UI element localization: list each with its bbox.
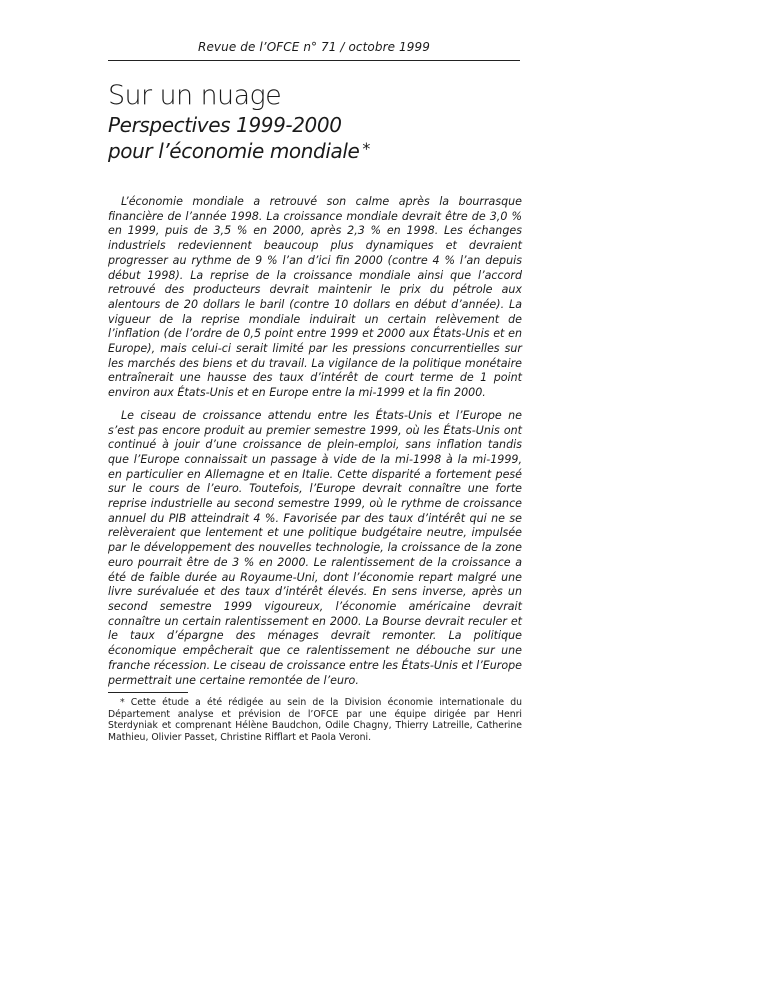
abstract-paragraph-1: L’économie mondiale a retrouvé son calme après la bourrasque financière de l’année 1998. La croissance mondiale devrait être de 3,0 % en 1999, puis de 3,5 % en 2000, après 2,3 % en 1998. Les échanges industriels redeviennent beaucoup plus dynamiques et devraient progresser au rythme de 9 % l’an d’ici fin 2000 (contre 4 % l’an depuis début 1998). La reprise de la croissance mondiale ainsi que l’accord retrouvé des producteurs devrait maintenir le prix du pétrole aux alentours de 20 dollars le baril (contre 10 dollars en début d’année). La vigueur de la reprise mondiale induirait un certain relèvement de l’inflation (de l’ordre de 0,5 point entre 1999 et 2000 aux États-Unis et en Europe), mais celui-ci serait limité par les pressions concurrentielles sur les marchés des biens et du travail. La vigilance de la politique monétaire entraînerait une hausse des taux d’intérêt de court terme de 1 point environ aux États-Unis et en Europe entre la mi-1999 et la fin 2000. [108,195,522,400]
subtitle-line-2 [108,137,370,163]
article-subtitle [108,114,370,163]
abstract [108,195,522,696]
running-header: Revue de l’OFCE n° 71 / octobre 1999 [198,40,430,54]
abstract-paragraph-2: Le ciseau de croissance attendu entre les États-Unis et l’Europe ne s’est pas encore produit au premier semestre 1999, où les États-Unis ont continué à jouir d’une croissance de plein-emploi, sans inflation tandis que l’Europe connaissait un passage à vide de la mi-1998 à la mi-1999, en particulier en Allemagne et en Italie. Cette disparité a fortement pesé sur le cours de l’euro. Toutefois, l’Europe devrait connaître une forte reprise industrielle au second semestre 1999, où le rythme de croissance annuel du PIB atteindrait 4 %. Favorisée par des taux d’intérêt qui ne se relèveraient que lentement et une politique budgétaire neutre, impulsée par le développement des nouvelles technologie, la croissance de la zone euro pourrait être de 3 % en 2000. Le ralentissement de la croissance a été de faible durée au Royaume-Uni, dont l’économie repart malgré une livre surévaluée et des taux d’intérêt élevés. En sens inverse, après un second semestre 1999 vigoureux, l’économie américaine devrait connaître un certain ralentissement en 2000. La Bourse devrait reculer et le taux d’épargne des ménages devrait remonter. La politique économique empêcherait que ce ralentissement ne débouche sur une franche récession. Le ciseau de croissance entre les États-Unis et l’Europe permettrait une certaine remontée de l’euro. [108,408,522,687]
subtitle-line-1: Perspectives 1999-2000 [108,113,342,137]
header-rule [108,60,520,61]
footnote-marker: * [362,139,371,158]
article-title: Sur un nuage [108,80,282,111]
subtitle-line-2-text: pour l’économie mondiale [108,139,360,163]
footnote: * Cette étude a été rédigée au sein de la Division économie internationale du Département analyse et prévision de l’OFCE par une équipe dirigée par Henri Sterdyniak et comprenant Hélène Baudchon, Odile Chagny, Thierry Latreille, Catherine Mathieu, Olivier Passet, Christine Rifflart et Paola Veroni. [108,697,522,743]
footnote-rule [108,692,188,693]
